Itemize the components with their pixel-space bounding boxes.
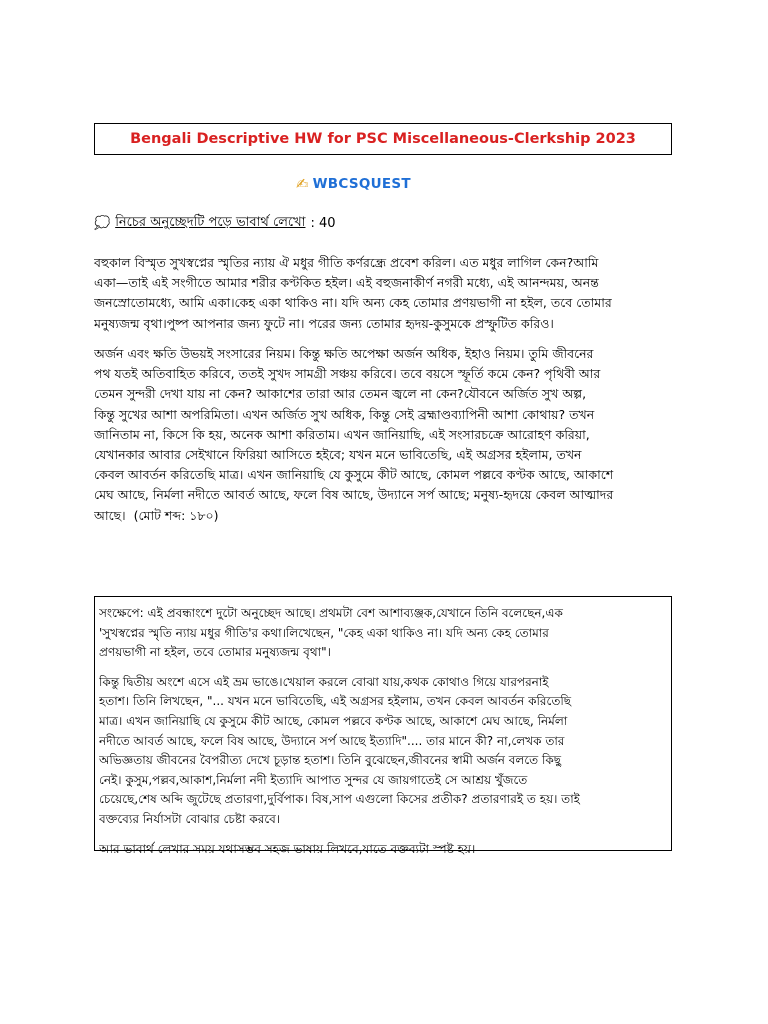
passage-line: একা—তাই এই সংগীতে আমার শরীর কণ্টকিত হইল। এই বহুজনাকীর্ণ নগরী মধ্যে, এই আনন্দময়, অনন্ত bbox=[94, 275, 599, 291]
passage-line: মেঘ আছে, নির্মলা নদীতে আবর্ত আছে, ফলে বিষ আছে, উদ্যানে সর্প আছে; মনুষ্য-হৃদয়ে কেবল আত্মাদর bbox=[94, 487, 614, 503]
passage-line: জানিতাম না, কিসে কি হয়, অনেক আশা করিতাম। এখন জানিয়াছি, এই সংসারচক্রে আরোহণ করিয়া, bbox=[94, 426, 590, 442]
answer-line: কিন্তু দ্বিতীয় অংশে এসে এই ভ্রম ভাঙে।খেয়াল করলে বোঝা যায়,কথক কোথাও গিয়ে যারপরনাই bbox=[99, 674, 549, 689]
answer-line: চেয়েছে,শেষ অব্দি জুটেছে প্রতারণা,দুর্বিপাক। বিষ,সাপ এগুলো কিসের প্রতীক? প্রতারণারই ত হয়। তাই bbox=[99, 792, 580, 807]
passage-paragraph-1 bbox=[94, 253, 674, 334]
answer-box bbox=[94, 596, 672, 856]
thought-bubble-icon: 💭 bbox=[94, 216, 111, 231]
answer-line: অভিজ্ঞতায় জীবনের বৈপরীত্য দেখে চূড়ান্ত হতাশ। তিনি বুঝেছেন,জীবনের স্বামী অর্জন বলতে কিছু bbox=[99, 753, 562, 768]
answer-line: বক্তব্যের নির্যাসটা বোঝার চেষ্টা করবে। bbox=[99, 811, 281, 826]
passage-last-line bbox=[94, 506, 674, 526]
passage-line: কেবল আবর্তন করিতেছি মাত্র। এখন জানিয়াছি যে কুসুমে কীট আছে, কোমল পল্লবে কণ্টক আছে, আকাশে bbox=[94, 467, 614, 483]
instruction-text: নিচের অনুচ্ছেদটি পড়ে ভাবার্থ লেখো bbox=[115, 215, 306, 230]
passage-line: আছে। bbox=[94, 507, 126, 523]
answer-line: মাত্র। এখন জানিয়াছি যে কুসুমে কীট আছে, কোমল পল্লবে কণ্টক আছে, আকাশে মেঘ আছে, নির্মলা bbox=[99, 713, 568, 728]
passage-line: জনস্রোতোমধ্যে, আমি একা।কেহ একা থাকিও না। যদি অন্য কেহ তোমার প্রণয়ভাগী না হইল, তবে তোমার bbox=[94, 295, 612, 311]
passage-line: তেমন সুন্দরী দেখা যায় না কেন? আকাশের তারা আর তেমন জ্বলে না কেন?যৌবনে অর্জিত সুখ অল্প, bbox=[94, 386, 587, 402]
answer-line: হতাশ। তিনি লিখছেন, "... যখন মনে ভাবিতেছি, এই অগ্রসর হইলাম, তখন কেবল আবর্তন করিতেছি bbox=[99, 694, 572, 709]
passage-line: কিন্তু সুখের আশা অপরিমিতা। এখন অর্জিত সুখ অধিক, কিন্তু সেই ব্রহ্মাণ্ডব্যাপিনী আশা কোথায়? তখন bbox=[94, 406, 595, 422]
answer-line: সংক্ষেপে: এই প্রবন্ধাংশে দুটো অনুচ্ছেদ আছে। প্রথমটা বেশ আশাব্যঞ্জক,যেখানে তিনি বলেছেন,এক bbox=[99, 606, 563, 620]
answer-line: প্রণয়ভাগী না হইল, তবে তোমার মনুষ্যজন্ম বৃথা"। bbox=[99, 645, 331, 660]
answer-line: আর ভাবার্থ লেখার সময় যথাসম্ভব সহজ ভাষায় লিখবে,যাতে বক্তব্যটা স্পষ্ট হয়। bbox=[99, 841, 476, 856]
answer-paragraph-1 bbox=[99, 604, 667, 663]
passage-paragraph-2 bbox=[94, 344, 674, 526]
instruction bbox=[94, 213, 336, 234]
answer-line: 'সুখস্বপ্নের স্মৃতি ন্যায় মধুর গীতি'র কথা।লিখেছেন, "কেহ একা থাকিও না। যদি অন্য কেহ তোমার bbox=[99, 625, 549, 640]
answer-paragraph-2 bbox=[99, 673, 667, 830]
answer-paragraph-3 bbox=[99, 840, 667, 860]
document-title: Bengali Descriptive HW for PSC Miscellaneous-Clerkship 2023 bbox=[130, 131, 636, 147]
passage-line: অর্জন এবং ক্ষতি উভয়ই সংসারের নিয়ম। কিন্তু ক্ষতি অপেক্ষা অর্জন অধিক, ইহাও নিয়ম। তুমি জীবনের bbox=[94, 346, 594, 361]
passage-line: মনুষ্যজন্ম বৃথা।পুষ্প আপনার জন্য ফুটে না। পরের জন্য তোমার হৃদয়-কুসুমকে প্রস্ফুটিত করিও। bbox=[94, 315, 554, 331]
passage-line: পথ যতই অতিবাহিত করিবে, ততই সুখদ সামগ্রী সঞ্চয় করিবে। তবে বয়সে স্ফূর্তি কমে কেন? পৃথিবী আর bbox=[94, 366, 601, 382]
brand bbox=[296, 176, 411, 192]
passage-line: বহুকাল বিস্মৃত সুখস্বপ্নের স্মৃতির ন্যায় ঐ মধুর গীতি কর্ণরন্ধ্রে প্রবেশ করিল। এত মধুর লাগিল কেন?আমি bbox=[94, 255, 599, 270]
answer-line: নেই। কুসুম,পল্লব,আকাশ,নির্মলা নদী ইত্যাদি আপাত সুন্দর যে জায়গাতেই সে আশ্রয় খুঁজতে bbox=[99, 772, 528, 787]
writing-hand-icon: ✍ bbox=[296, 174, 309, 193]
answer-line: নদীতে আবর্ত আছে, ফলে বিষ আছে, উদ্যানে সর্প আছে ইত্যাদি".... তার মানে কী? না,লেখক তার bbox=[99, 733, 565, 748]
passage-line: যেখানকার আবার সেইখানে ফিরিয়া আসিতে হইবে; যখন মনে ভাবিতেছি, এই অগ্রসর হইলাম, তখন bbox=[94, 447, 582, 463]
title-box bbox=[94, 123, 672, 155]
instruction-marks: : 40 bbox=[310, 216, 336, 231]
word-count: (মোট শব্দ: ১৮০) bbox=[133, 507, 219, 523]
brand-name: WBCSQUEST bbox=[312, 176, 411, 192]
